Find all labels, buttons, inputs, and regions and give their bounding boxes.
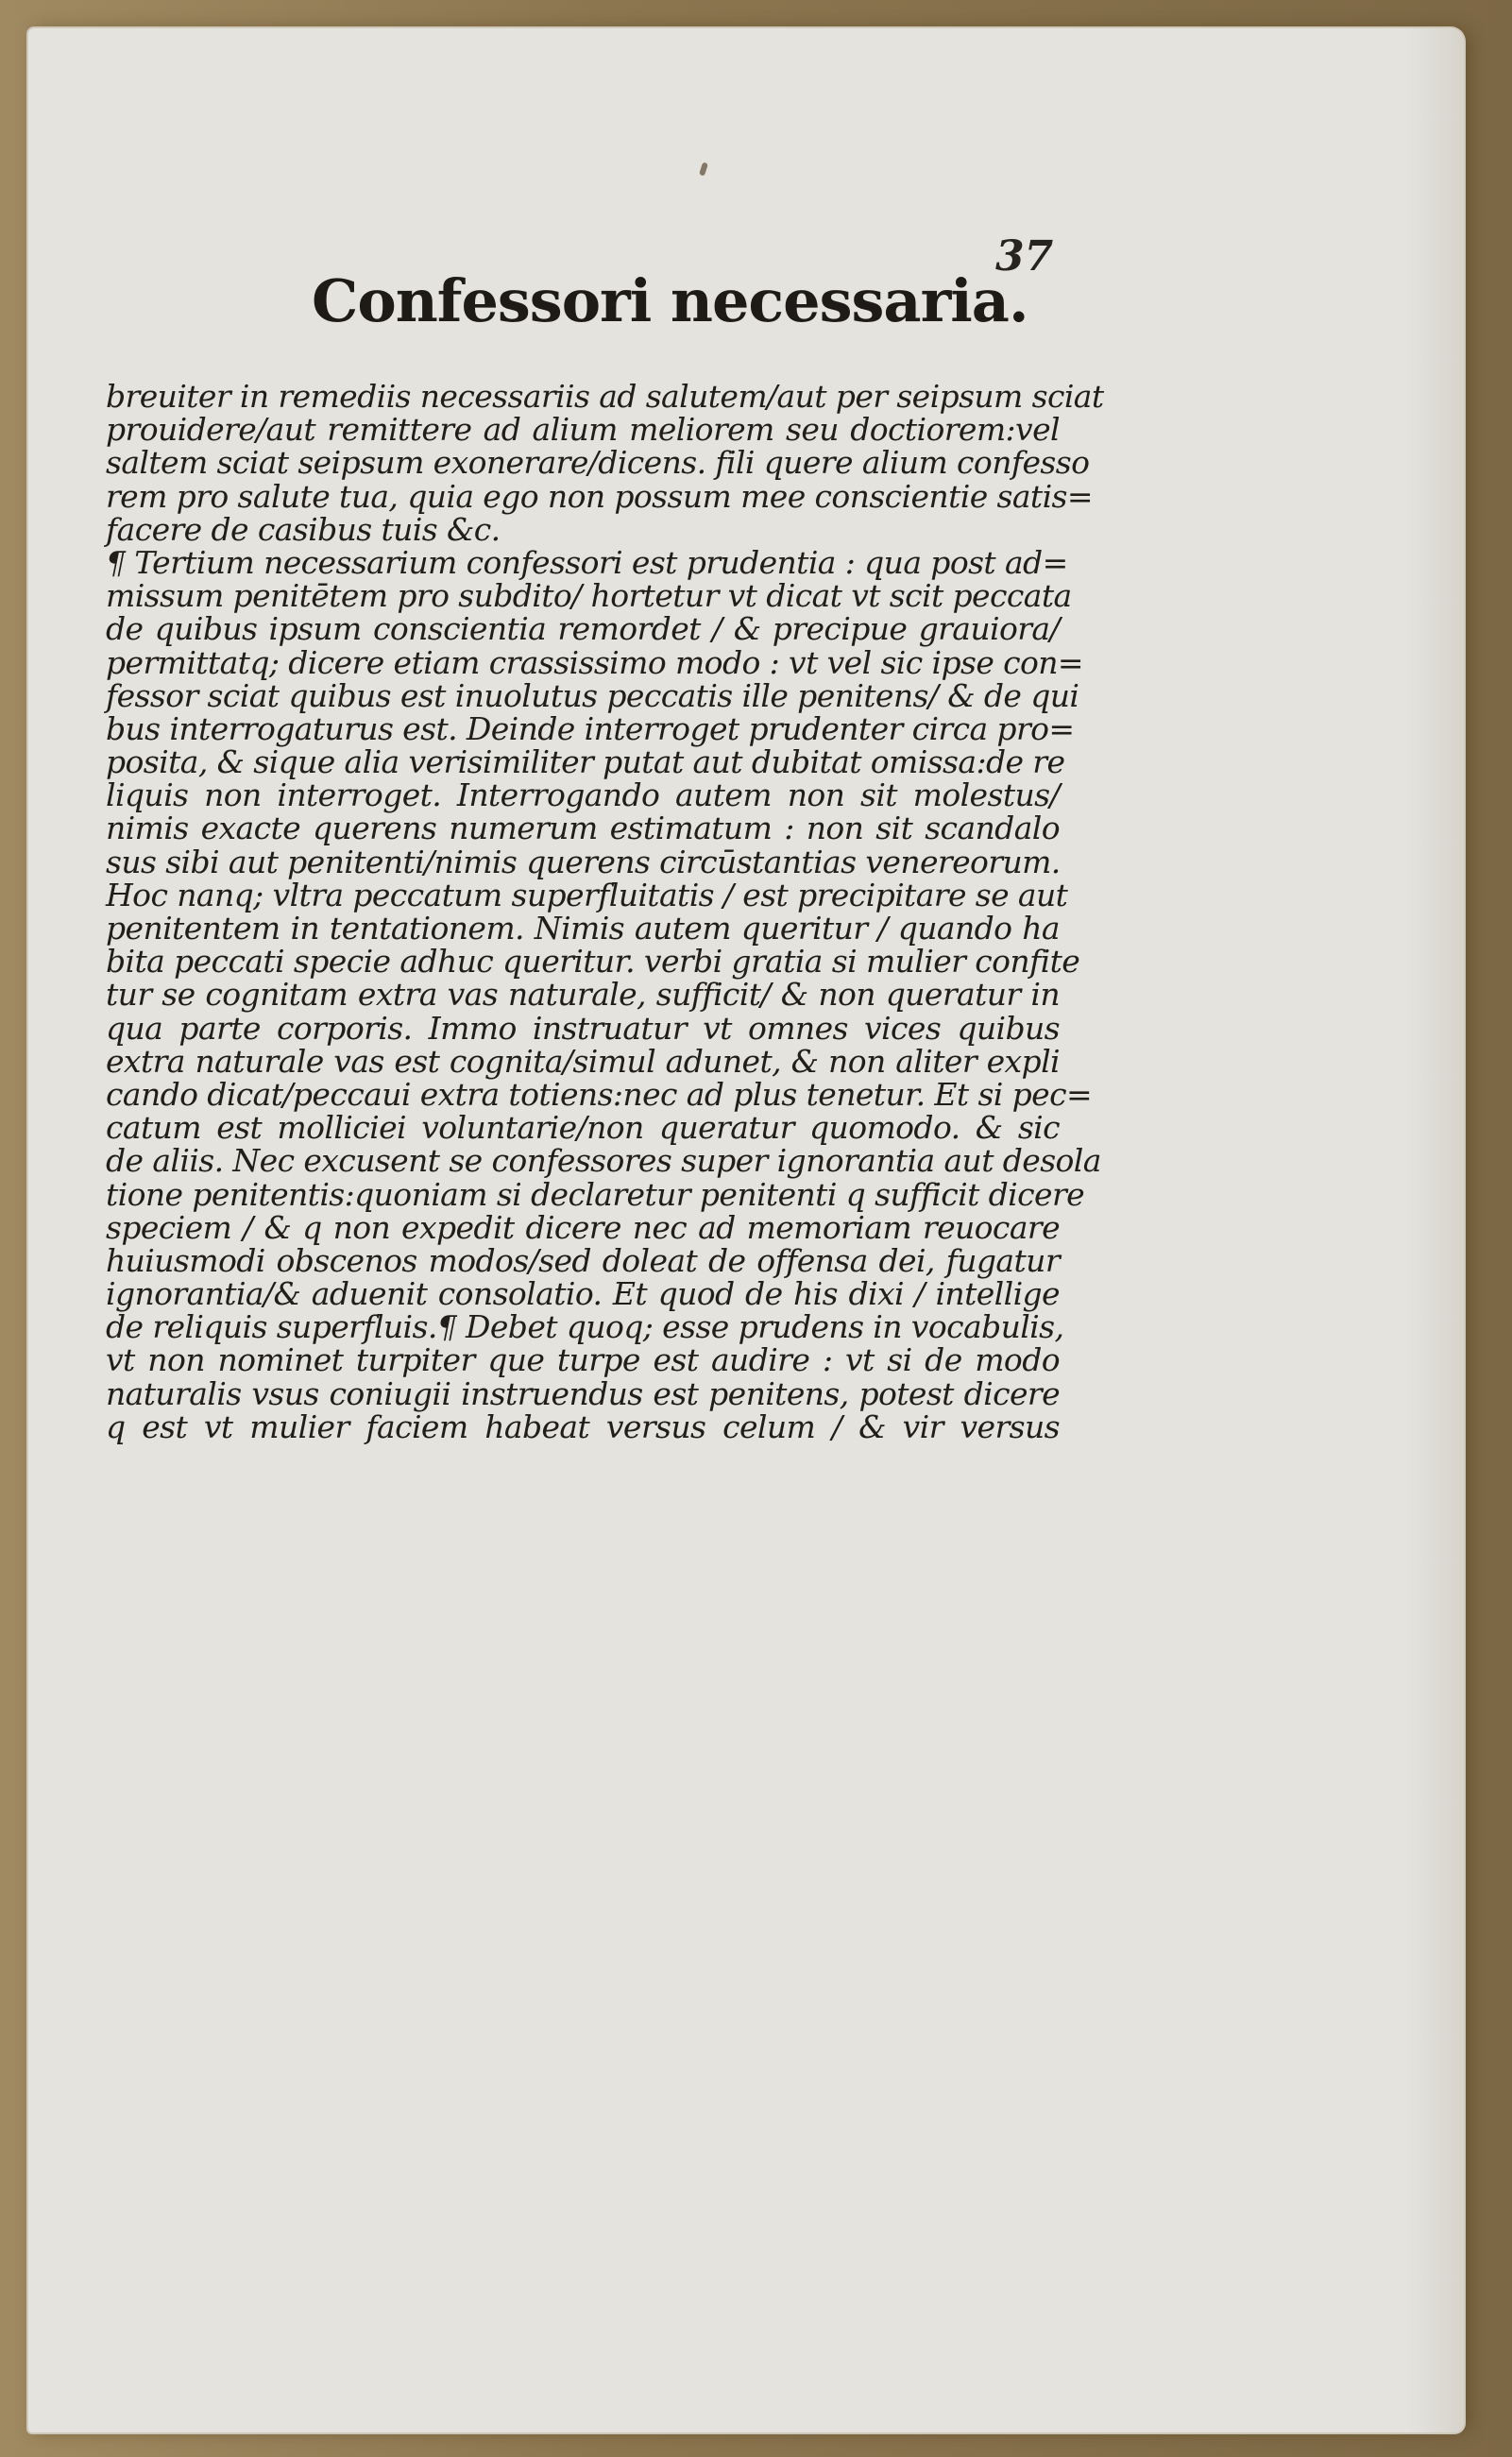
text-line: fessor sciat quibus est inuolutus peccatis ille penitens/ & de qui	[106, 676, 1079, 714]
text-line: facere de casibus tuis &c.	[106, 510, 501, 548]
text-line: permittatq; dicere etiam crassissimo modo : vt vel sic ipse con=	[106, 643, 1083, 681]
text-line: nimis exacte querens numerum estimatum : non sit scandalo	[106, 810, 1060, 847]
folio-number: 37	[995, 232, 1054, 281]
text-line: qua parte corporis. Immo instruatur vt omnes vices quibus	[106, 1009, 1060, 1047]
text-line: tione penitentis:quoniam si declaretur penitenti q sufficit dicere	[106, 1175, 1085, 1213]
text-line: tur se cognitam extra vas naturale, sufficit/ & non queratur in	[106, 976, 1060, 1014]
running-head: Confessori necessaria.	[312, 266, 1028, 335]
text-line: liquis non interroget. Interrogando autem non sit molestus/	[106, 776, 1060, 814]
text-line: speciem / & q non expedit dicere nec ad memoriam reuocare	[106, 1208, 1060, 1246]
text-line: huiusmodi obscenos modos/sed doleat de offensa dei, fugatur	[106, 1241, 1060, 1279]
text-line: de aliis. Nec excusent se confessores super ignorantia aut desola	[106, 1142, 1101, 1180]
text-line: catum est molliciei voluntarie/non queratur quomodo. & sic	[106, 1109, 1060, 1147]
text-line: naturalis vsus coniugii instruendus est penitens, potest dicere	[106, 1374, 1060, 1412]
ink-blot	[699, 162, 708, 176]
text-line: rem pro salute tua, quia ego non possum mee conscientie satis=	[106, 477, 1093, 515]
book-page	[28, 28, 1464, 2432]
text-line: posita, & sique alia verisimiliter putat aut dubitat omissa:de re	[106, 743, 1065, 781]
text-line: extra naturale vas est cognita/simul adunet, & non aliter expli	[106, 1042, 1060, 1080]
text-line: de reliquis superfluis.¶ Debet quoq; esse prudens in vocabulis,	[106, 1308, 1064, 1346]
text-line: prouidere/aut remittere ad alium meliorem seu doctiorem:vel	[106, 411, 1060, 449]
text-line: cando dicat/peccaui extra totiens:nec ad plus tenetur. Et si pec=	[106, 1075, 1093, 1113]
text-line: de quibus ipsum conscientia remordet / & precipue grauiora/	[106, 610, 1060, 648]
text-line: saltem sciat seipsum exonerare/dicens. fili quere alium confesso	[106, 444, 1090, 482]
main-text-block	[106, 378, 1104, 1445]
text-line: bita peccati specie adhuc queritur. verbi gratia si mulier confite	[106, 943, 1080, 981]
text-line: ¶ Tertium necessarium confessori est prudentia : qua post ad=	[106, 543, 1068, 581]
text-line: penitentem in tentationem. Nimis autem queritur / quando ha	[106, 910, 1060, 947]
text-line: breuiter in remediis necessariis ad salutem/aut per seipsum sciat	[106, 378, 1104, 415]
text-line: bus interrogaturus est. Deinde interroget prudenter circa pro=	[106, 709, 1075, 747]
text-line: sus sibi aut penitenti/nimis querens circūstantias venereorum.	[106, 843, 1061, 880]
text-line: missum penitētem pro subdito/ hortetur vt dicat vt scit peccata	[106, 577, 1072, 615]
text-line: ignorantia/& aduenit consolatio. Et quod de his dixi / intellige	[106, 1275, 1060, 1313]
text-line: q est vt mulier faciem habeat versus celum / & vir versus	[106, 1408, 1060, 1445]
text-line: vt non nominet turpiter que turpe est audire : vt si de modo	[106, 1341, 1060, 1379]
text-line: Hoc nanq; vltra peccatum superfluitatis / est precipitare se aut	[106, 876, 1068, 913]
